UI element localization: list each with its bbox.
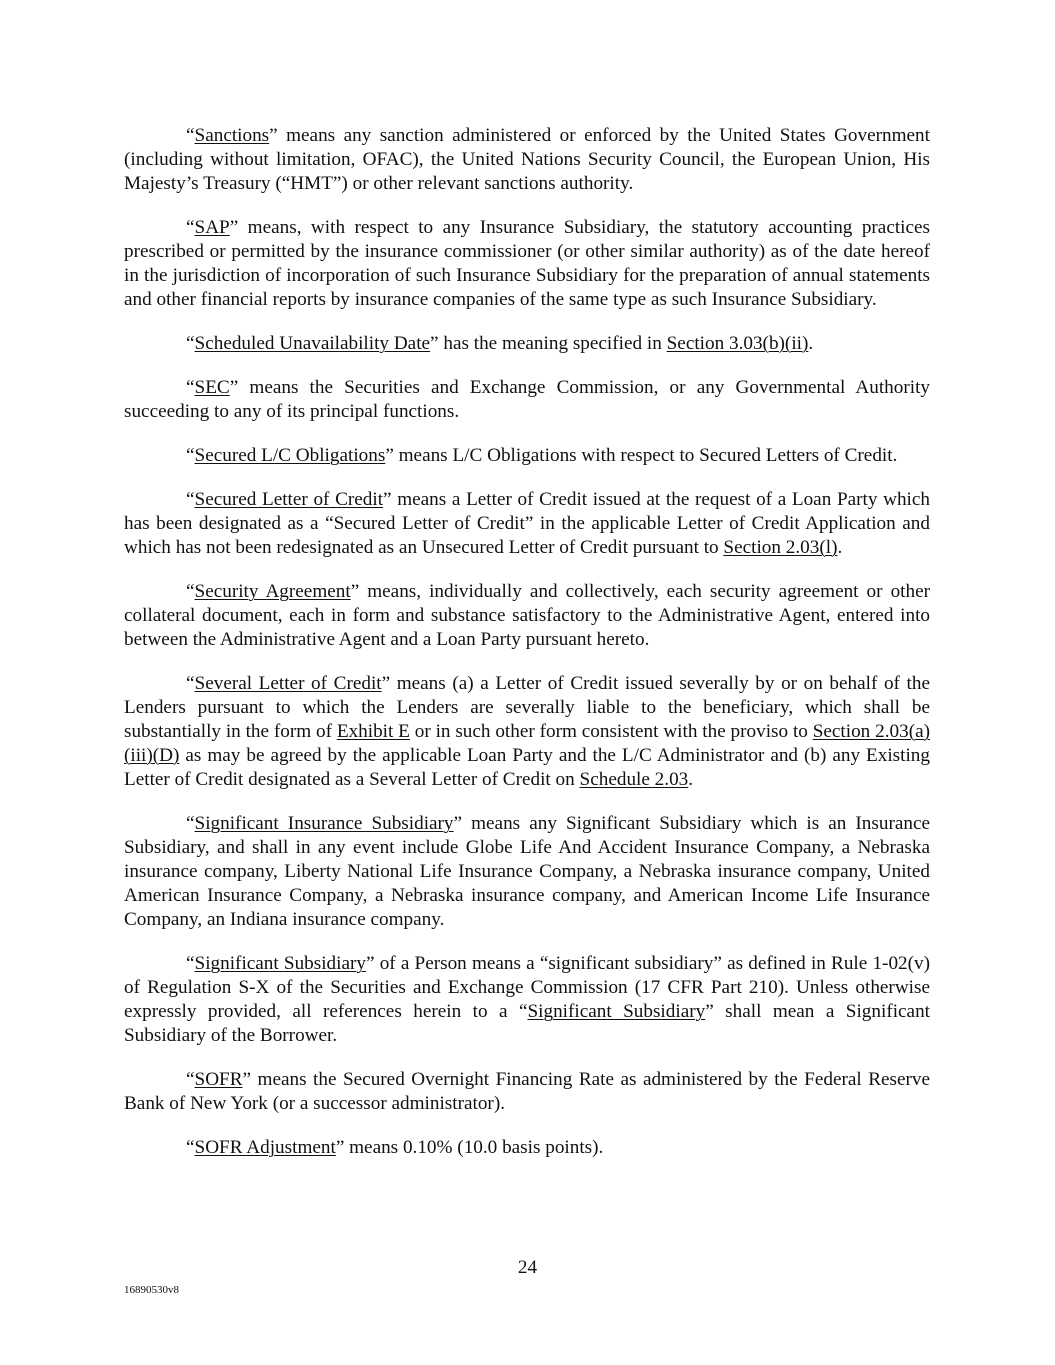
definition-text: ” means, individually and collectively, each security agreement or other collateral document, each in form and substance satisfactory to the Administrative Agent, entered into between the Administrative Agent and a Loan Party pursuant hereto. bbox=[124, 581, 930, 650]
definition-text: ” means any sanction administered or enforced by the United States Government (including without limitation, OFAC), the United Nations Security Council, the European Union, His Majesty’s Treasury (“HMT”) or other relevant sanctions authority. bbox=[124, 125, 930, 194]
def-sap bbox=[124, 216, 930, 312]
def-sec bbox=[124, 376, 930, 424]
def-significant-insurance-subsidiary bbox=[124, 812, 930, 932]
definition-text: ” means L/C Obligations with respect to Secured Letters of Credit. bbox=[385, 445, 898, 466]
def-significant-subsidiary bbox=[124, 952, 930, 1048]
definition-text: “ bbox=[186, 333, 195, 354]
definition-text: “ bbox=[186, 1069, 195, 1090]
definition-text: “ bbox=[186, 581, 195, 602]
defined-term-reference: Security Agreement bbox=[194, 581, 351, 602]
definition-text: “ bbox=[186, 953, 195, 974]
definition-text: ” means a Letter of Credit issued at the request of a Loan Party which has been designated as a “Secured Letter of Credit” in the applicable Letter of Credit Application and which has not been redesignated as an Unsecured Letter of Credit pursuant to bbox=[124, 489, 931, 558]
definition-text: “ bbox=[186, 673, 195, 694]
definition-text: . bbox=[808, 333, 814, 354]
definition-text: . bbox=[688, 769, 694, 790]
definition-text: ” means the Secured Overnight Financing Rate as administered by the Federal Reserve Bank of New York (or a successor administrator). bbox=[124, 1069, 930, 1114]
defined-term-reference: SEC bbox=[194, 377, 230, 398]
definition-text: “ bbox=[186, 125, 195, 146]
defined-term-reference: Secured Letter of Credit bbox=[194, 489, 384, 510]
defined-term-reference: Several Letter of Credit bbox=[194, 673, 382, 694]
defined-term-reference: Schedule 2.03 bbox=[579, 769, 689, 790]
definition-text: “ bbox=[186, 1137, 195, 1158]
defined-term-reference: SAP bbox=[194, 217, 230, 238]
def-scheduled-unavailability-date bbox=[124, 332, 930, 356]
defined-term-reference: Significant Insurance Subsidiary bbox=[194, 813, 454, 834]
defined-term-reference: Scheduled Unavailability Date bbox=[194, 333, 431, 354]
defined-term-reference: Secured L/C Obligations bbox=[194, 445, 386, 466]
def-sofr-adjustment bbox=[124, 1136, 930, 1160]
definition-text: ” has the meaning specified in bbox=[430, 333, 667, 354]
def-sanctions bbox=[124, 124, 930, 196]
defined-term-reference: SOFR Adjustment bbox=[194, 1137, 336, 1158]
definition-text: ” means the Securities and Exchange Commission, or any Governmental Authority succeeding to any of its principal functions. bbox=[124, 377, 930, 422]
definition-text: ” means (a) a Letter of Credit issued severally by or on behalf of the Lenders pursuant to which the Lenders are severally liable to the beneficiary, which shall be substantially in the form of bbox=[124, 673, 930, 742]
definition-text: or in such other form consistent with the proviso to bbox=[409, 721, 813, 742]
def-sofr bbox=[124, 1068, 930, 1116]
definition-text: “ bbox=[186, 445, 195, 466]
definition-text: “ bbox=[186, 489, 195, 510]
definition-text: “ bbox=[186, 377, 195, 398]
definition-text: ” means any Significant Subsidiary which is an Insurance Subsidiary, and shall in any event include Globe Life And Accident Insurance Company, a Nebraska insurance company, Liberty National Life Insurance Company, a Nebraska insurance company, United American Insurance Company, a Nebraska insurance company, and American Income Life Insurance Company, an Indiana insurance company. bbox=[124, 813, 930, 930]
defined-term-reference: Section 2.03(l) bbox=[723, 537, 838, 558]
definition-text: ” means 0.10% (10.0 basis points). bbox=[335, 1137, 604, 1158]
defined-term-reference: Exhibit E bbox=[336, 721, 410, 742]
defined-term-reference: Significant Subsidiary bbox=[194, 953, 366, 974]
def-several-letter-of-credit bbox=[124, 672, 930, 792]
defined-term-reference: Section 3.03(b)(ii) bbox=[666, 333, 809, 354]
definition-text: “ bbox=[186, 813, 195, 834]
definition-text: ” shall mean a Significant Subsidiary of the Borrower. bbox=[124, 1001, 931, 1046]
definition-text: . bbox=[837, 537, 843, 558]
def-secured-letter-of-credit bbox=[124, 488, 930, 560]
definition-text: as may be agreed by the applicable Loan Party and the L/C Administrator and (b) any Existing Letter of Credit designated as a Several Letter of Credit on bbox=[124, 745, 930, 790]
definition-text: ” means, with respect to any Insurance Subsidiary, the statutory accounting practices prescribed or permitted by the insurance commissioner (or other similar authority) as of the date hereof in the jurisdiction of incorporation of such Insurance Subsidiary for the preparation of annual statements and other financial reports by insurance companies of the same type as such Insurance Subsidiary. bbox=[124, 217, 930, 310]
definition-text: “ bbox=[186, 217, 195, 238]
defined-term-reference: Sanctions bbox=[194, 125, 270, 146]
definition-text: ” of a Person means a “significant subsidiary” as defined in Rule 1-02(v) of Regulation S-X of the Securities and Exchange Commission (17 CFR Part 210). Unless otherwise expressly provided, all references herein to a “ bbox=[124, 953, 931, 1022]
defined-term-reference: Section 2.03(a)(iii)(D) bbox=[124, 721, 930, 766]
page-number: 24 bbox=[517, 1257, 538, 1278]
document-id: 16890530v8 bbox=[124, 1284, 179, 1296]
defined-term-reference: Significant Subsidiary bbox=[527, 1001, 706, 1022]
def-secured-lc-obligations bbox=[124, 444, 930, 468]
def-security-agreement bbox=[124, 580, 930, 652]
defined-term-reference: SOFR bbox=[194, 1069, 243, 1090]
document-body bbox=[124, 124, 930, 1180]
